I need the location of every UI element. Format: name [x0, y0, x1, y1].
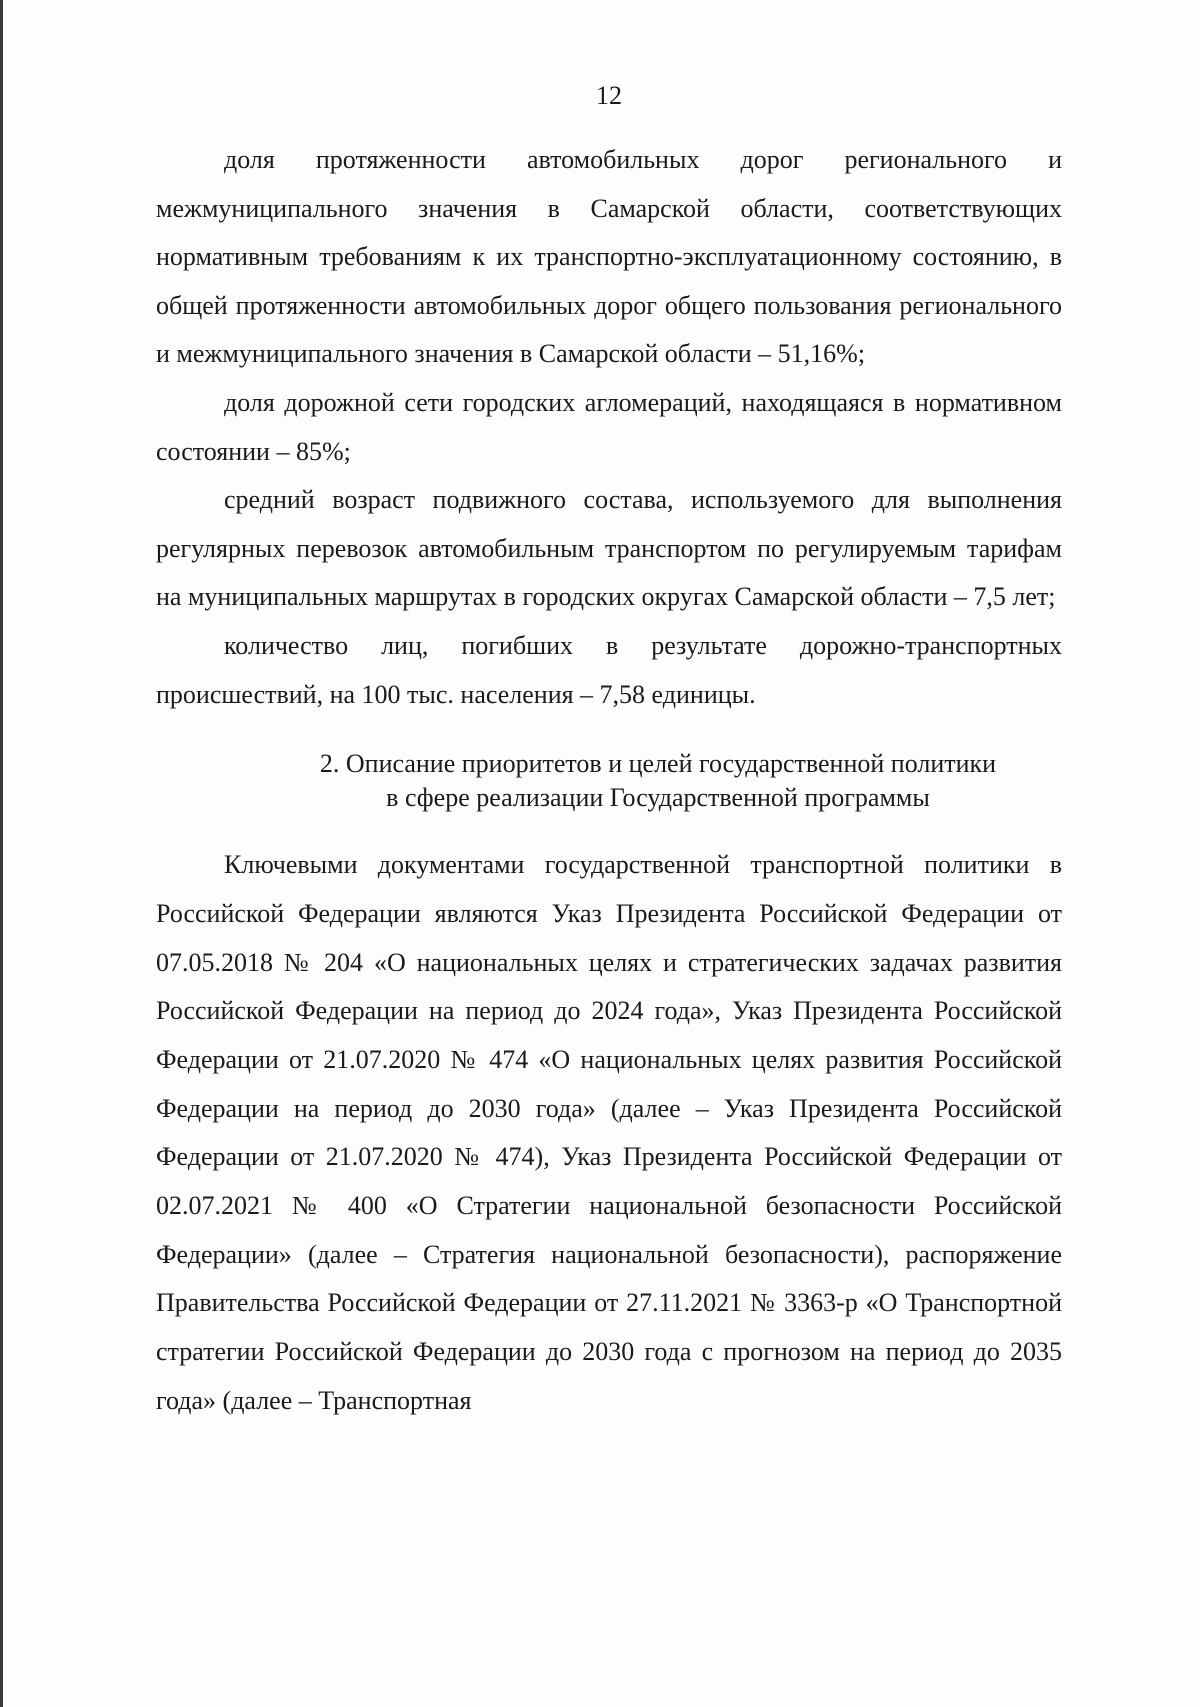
scan-edge — [0, 0, 3, 1707]
paragraph-road-deaths: количество лиц, погибших в результате дорожно-транспортных происшествий, на 100 тыс. населения – 7,58 единицы. — [156, 630, 1062, 709]
paragraph-key-documents: Ключевыми документами государственной транспортной политики в Российской Федерации являются Указ Президента Российской Федерации от 07.05.2018 № 204 «О национальных целях и стратегических задачах развития Российской Федерации на период до 2024 года», Указ Президента Российской Федерации от 21.07.2020 № 474 «О национальных целях развития Российской Федерации на период до 2030 года» (далее – Указ Президента Российской Федерации от 21.07.2020 № 474), Указ Президента Российской Федерации от 02.07.2021 № 400 «О Стратегии национальной безопасности Российской Федерации» (далее – Стратегия национальной безопасности), распоряжение Правительства Российской Федерации от 27.11.2021 № 3363-р «О Транспортной стратегии Российской Федерации до 2030 года с прогнозом на период до 2035 года» (далее – Транспортная — [156, 850, 1062, 1415]
document-body — [156, 136, 1062, 1426]
paragraph-road-share: доля протяженности автомобильных дорог регионального и межмуниципального значения в Самарской области, соответствующих нормативным требованиям к их транспортно-эксплуатационному состоянию, в общей протяженности автомобильных дорог общего пользования регионального и межмуниципального значения в Самарской области – 51,16%; — [156, 145, 1062, 369]
section-heading-line-2: в сфере реализации Государственной программы — [386, 783, 930, 813]
section-heading — [156, 747, 1062, 815]
paragraph-agglomeration-share: доля дорожной сети городских агломераций, находящаяся в нормативном состоянии – 85%; — [156, 387, 1062, 466]
section-heading-line-1: 2. Описание приоритетов и целей государственной политики — [319, 749, 997, 779]
page-number: 12 — [596, 81, 622, 110]
paragraph-fleet-age: средний возраст подвижного состава, используемого для выполнения регулярных перевозок автомобильным транспортом по регулируемым тарифам на муниципальных маршрутах в городских округах Самарской области – 7,5 лет; — [156, 485, 1062, 612]
